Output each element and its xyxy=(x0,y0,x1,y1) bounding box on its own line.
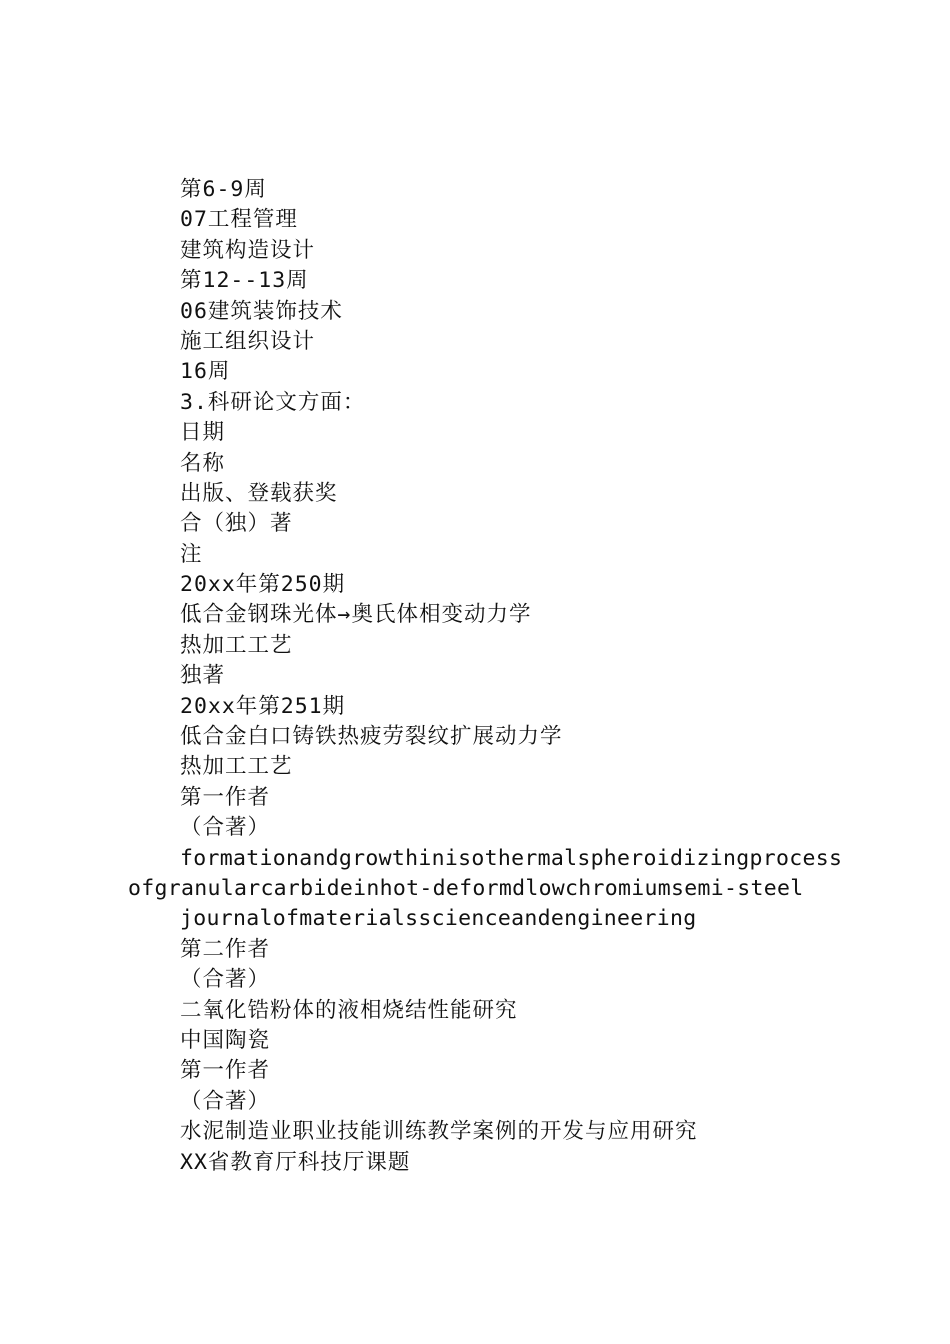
document-body xyxy=(128,175,848,1178)
section-heading-research-papers: 3.科研论文方面： xyxy=(180,389,366,415)
text-line-construction-org-design: 施工组织设计 xyxy=(180,328,316,354)
project-title: 水泥制造业职业技能训练教学案例的开发与应用研究 xyxy=(180,1119,698,1145)
text-line-week-6-9: 第6-9周 xyxy=(180,177,267,202)
project-source: XX省教育厅科技厅课题 xyxy=(180,1149,411,1175)
paper-3-journal: journalofmaterialsscienceandengineering xyxy=(180,906,697,932)
paper-2-coauthor-note: （合著） xyxy=(180,815,271,841)
paper-4-coauthor-note: （合著） xyxy=(180,1088,271,1114)
paper-1-date: 20xx年第250期 xyxy=(180,572,346,598)
paper-2-date: 20xx年第251期 xyxy=(180,693,346,719)
paper-3-authorship: 第二作者 xyxy=(180,936,271,962)
paper-1-authorship: 独著 xyxy=(180,663,226,689)
paper-1-journal: 热加工工艺 xyxy=(180,632,293,658)
paper-2-title: 低合金白口铸铁热疲劳裂纹扩展动力学 xyxy=(180,724,563,750)
paper-4-authorship: 第一作者 xyxy=(180,1058,271,1084)
paper-2-journal: 热加工工艺 xyxy=(180,754,293,780)
column-label-note: 注 xyxy=(180,541,203,567)
paper-4-title: 二氧化锆粉体的液相烧结性能研究 xyxy=(180,997,518,1023)
paper-2-authorship: 第一作者 xyxy=(180,784,271,810)
text-line-week-16: 16周 xyxy=(180,359,231,385)
column-label-title: 名称 xyxy=(180,450,226,476)
paper-3-coauthor-note: （合著） xyxy=(180,967,271,993)
paper-4-journal: 中国陶瓷 xyxy=(180,1027,271,1053)
text-line-building-construction-design: 建筑构造设计 xyxy=(180,237,316,263)
column-label-authorship: 合（独）著 xyxy=(180,511,293,537)
column-label-publication: 出版、登载获奖 xyxy=(180,480,338,506)
text-line-week-12-13: 第12--13周 xyxy=(180,268,309,294)
column-label-date: 日期 xyxy=(180,420,226,446)
paper-3-title: formationandgrowthinisothermalspheroidizingprocessofgranularcarbideinhot-deformdlowchromiumsemi-steel xyxy=(128,845,843,901)
text-line-building-decoration-tech: 06建筑装饰技术 xyxy=(180,298,343,324)
text-line-engineering-management: 07工程管理 xyxy=(180,207,298,233)
paper-1-title: 低合金钢珠光体→奥氏体相变动力学 xyxy=(180,602,532,628)
